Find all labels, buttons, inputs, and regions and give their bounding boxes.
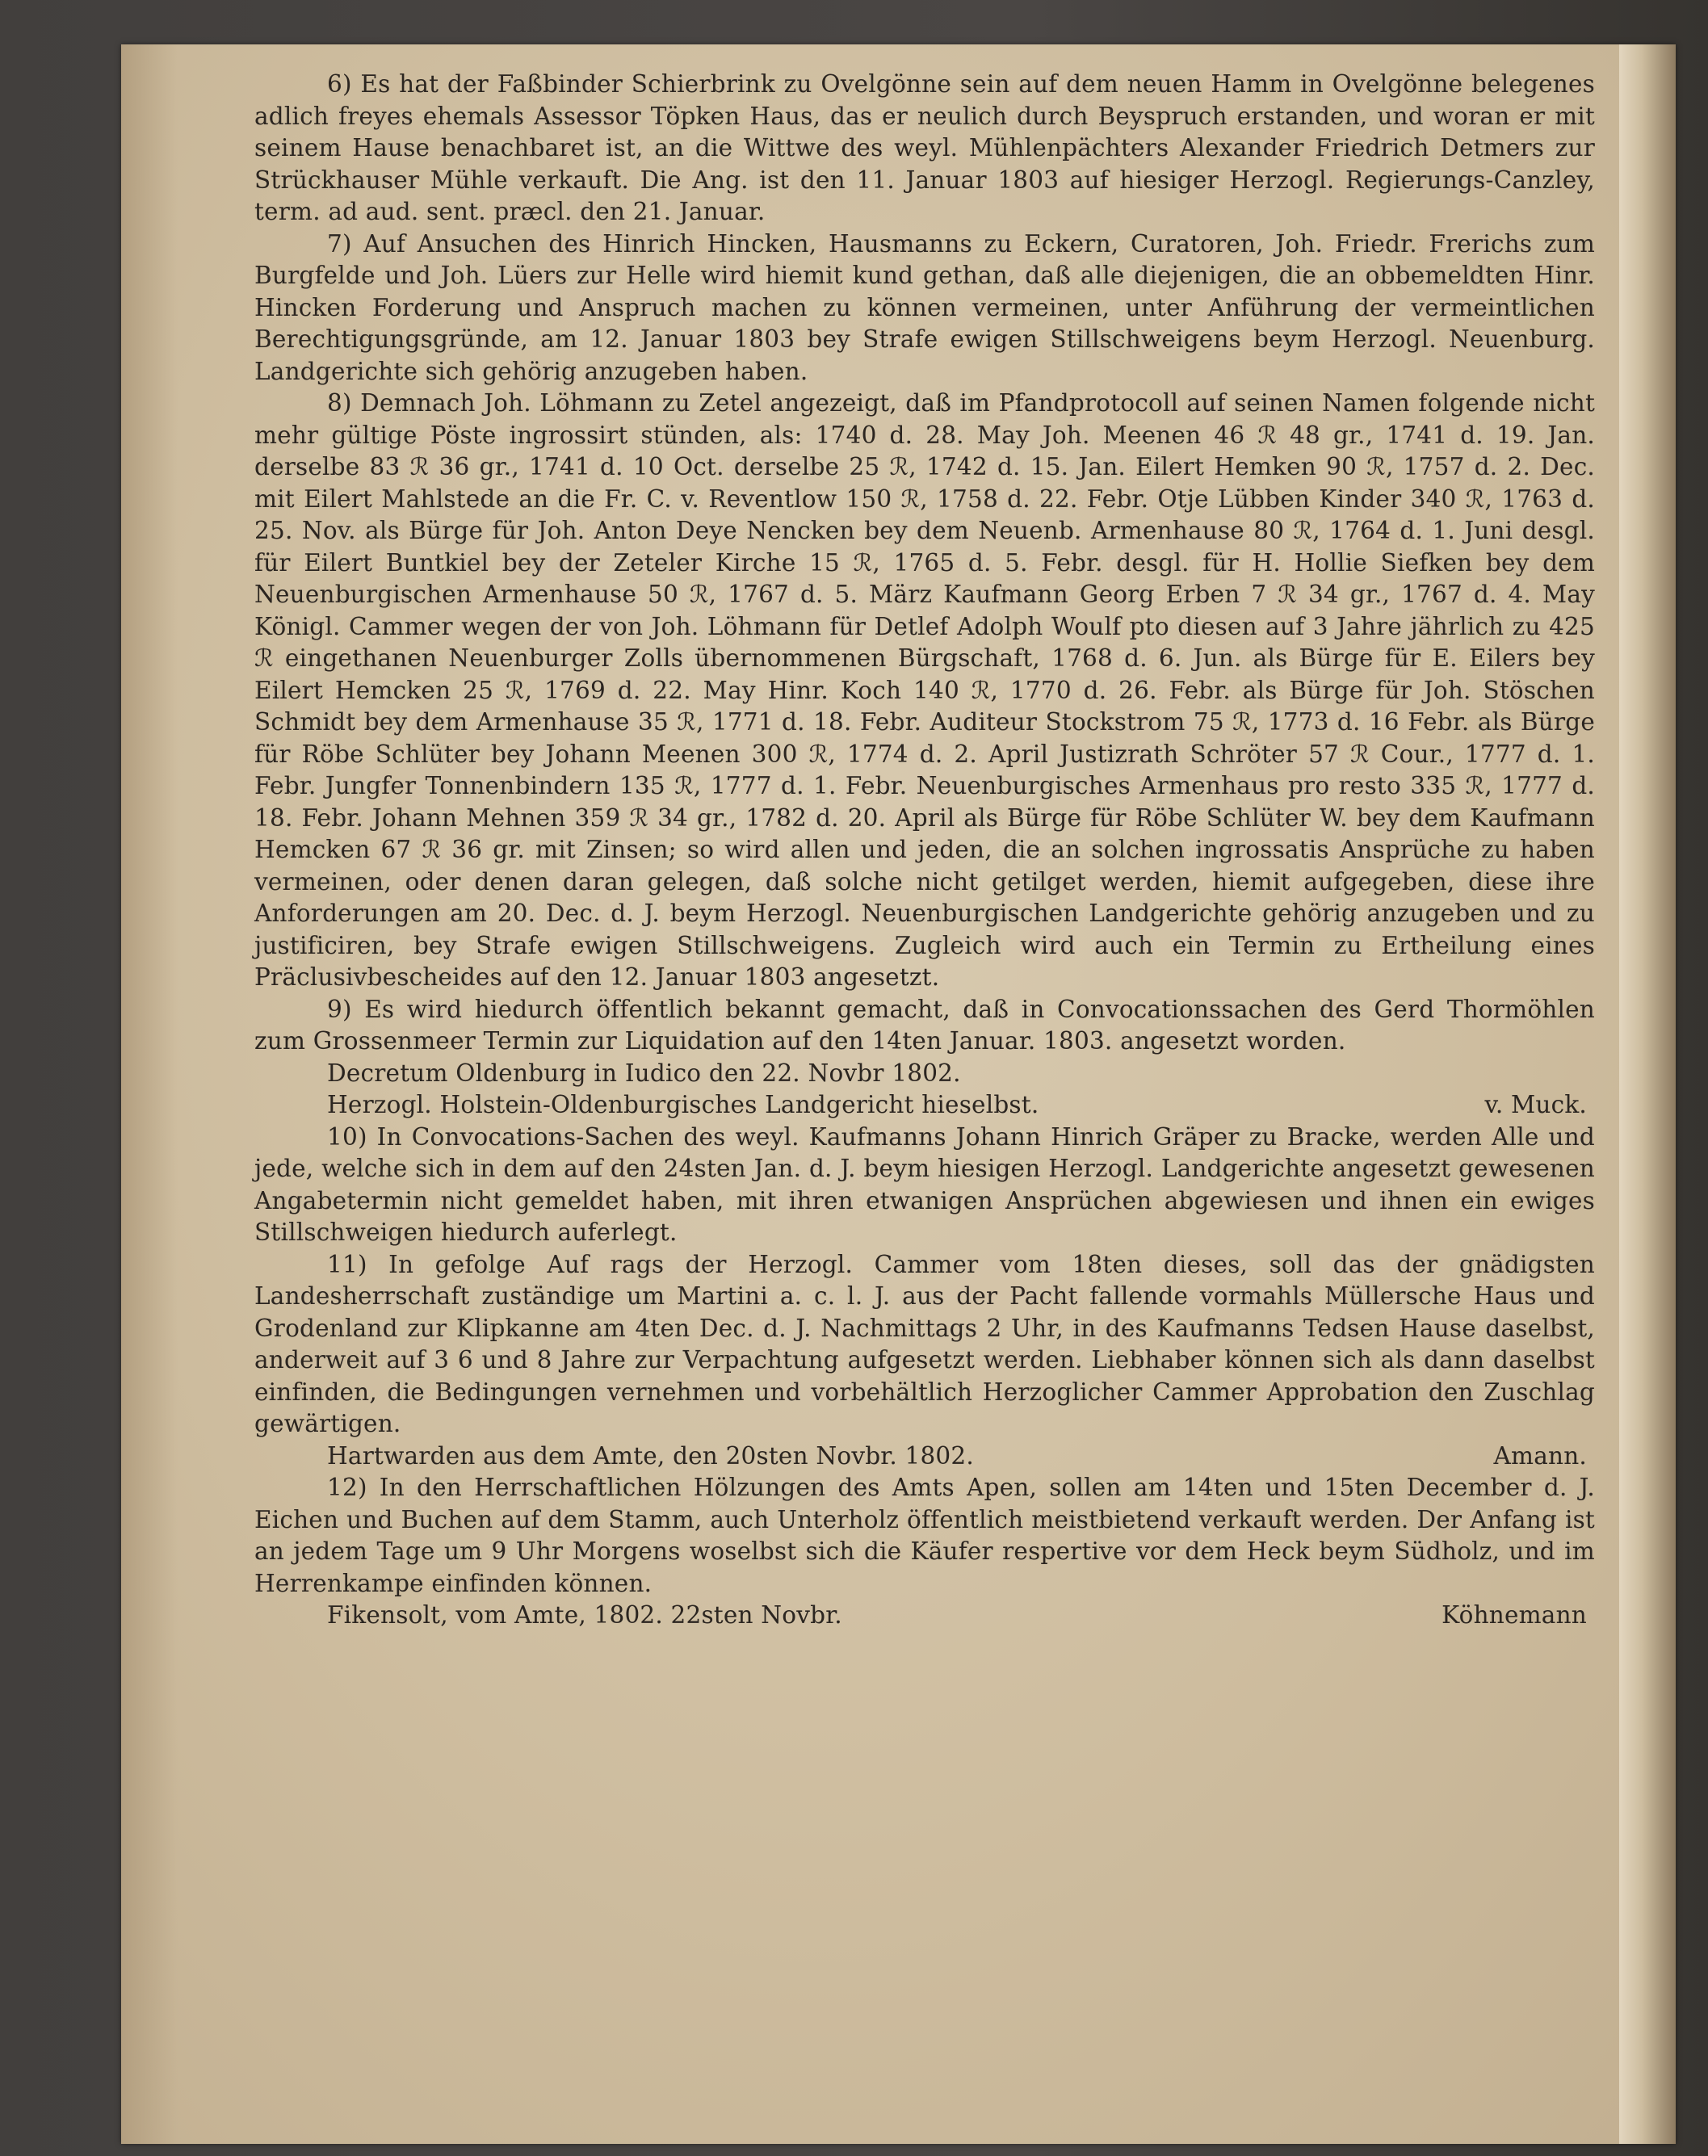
notice-11-signature <box>254 1441 1595 1473</box>
notice-10: 10) In Convocations-Sachen des weyl. Kaufmanns Johann Hinrich Gräper zu Bracke, werden Alle und jede, welche sich in dem auf den 24sten Jan. d. J. beym hiesigen Herzogl. Landgerichte angesetzt gewesenen Angabetermin nicht gemeldet haben, mit ihren etwanigen Ansprüchen abgewiesen und ihnen ein ewiges Stillschweigen hiedurch auferlegt. <box>254 1122 1595 1246</box>
page-edge <box>1619 44 1676 2144</box>
notice-12-place-date: Fikensolt, vom Amte, 1802. 22sten Novbr. <box>327 1601 842 1629</box>
notice-9: 9) Es wird hiedurch öffentlich bekannt gemacht, daß in Convocationssachen des Gerd Thormöhlen zum Grossenmeer Termin zur Liquidation auf den 14ten Januar. 1803. angesetzt worden. <box>254 995 1595 1055</box>
notice-11-place-date: Hartwarden aus dem Amte, den 20sten Novbr. 1802. <box>327 1441 974 1470</box>
notice-12-signature <box>254 1600 1595 1632</box>
notice-11: 11) In gefolge Auf rags der Herzogl. Cammer vom 18ten dieses, soll das der gnädigsten Landesherrschaft zuständige um Martini a. c. l. J. aus der Pacht fallende vormahls Müllersche Haus und Grodenland zur Klipkanne am 4ten Dec. d. J. Nachmittags 2 Uhr, in des Kaufmanns Tedsen Hause daselbst, anderweit auf 3 6 und 8 Jahre zur Verpachtung aufgesetzt werden. Liebhaber können sich als dann daselbst einfinden, die Bedingungen vernehmen und vorbehältlich Herzoglicher Cammer Approbation den Zuschlag gewärtigen. <box>254 1250 1595 1437</box>
notice-7: 7) Auf Ansuchen des Hinrich Hincken, Hausmanns zu Eckern, Curatoren, Joh. Friedr. Frerichs zum Burgfelde und Joh. Lüers zur Helle wird hiemit kund gethan, daß alle diejenigen, die an obbemeldten Hinr. Hincken Forderung und Anspruch machen zu können vermeinen, unter Anführung der vermeintlichen Berechtigungsgründe, am 12. Januar 1803 bey Strafe ewigen Stillschweigens beym Herzogl. Neuenburg. Landgerichte sich gehörig anzugeben haben. <box>254 229 1595 385</box>
notice-11-signer: Amann. <box>1493 1441 1587 1470</box>
notice-6: 6) Es hat der Faßbinder Schierbrink zu Ovelgönne sein auf dem neuen Hamm in Ovelgönne belegenes adlich freyes ehemals Assessor Töpken Haus, das er neulich durch Beyspruch erstanden, und woran er mit seinem Hause benachbaret ist, an die Wittwe des weyl. Mühlenpächters Alexander Friedrich Detmers zur Strückhauser Mühle verkauft. Die Ang. ist den 11. Januar 1803 auf hiesiger Herzogl. Regierungs-Canzley, term. ad aud. sent. præcl. den 21. Januar. <box>254 70 1595 225</box>
notice-9-decree: Decretum Oldenburg in Iudico den 22. Novbr 1802. <box>327 1059 961 1087</box>
newspaper-page <box>121 44 1676 2144</box>
notice-9-signature <box>254 1089 1595 1122</box>
notice-12: 12) In den Herrschaftlichen Hölzungen des Amts Apen, sollen am 14ten und 15ten December d. J. Eichen und Buchen auf dem Stamm, auch Unterholz öffentlich meistbietend verkauft werden. Der Anfang ist an jedem Tage um 9 Uhr Morgens woselbst sich die Käufer respertive vor dem Heck beym Südholz, und im Herrenkampe einfinden können. <box>254 1474 1595 1597</box>
notice-12-signer: Köhnemann <box>1442 1601 1587 1629</box>
page-text <box>254 69 1595 1632</box>
notice-9-issuer: Herzogl. Holstein-Oldenburgisches Landgericht hieselbst. <box>327 1091 1039 1118</box>
notice-8: 8) Demnach Joh. Löhmann zu Zetel angezeigt, daß im Pfandprotocoll auf seinen Namen folgende nicht mehr gültige Pöste ingrossirt stünden, als: 1740 d. 28. May Joh. Meenen 46 ℛ 48 gr., 1741 d. 19. Jan. derselbe 83 ℛ 36 gr., 1741 d. 10 Oct. derselbe 25 ℛ, 1742 d. 15. Jan. Eilert Hemken 90 ℛ, 1757 d. 2. Dec. mit Eilert Mahlstede an die Fr. C. v. Reventlow 150 ℛ, 1758 d. 22. Febr. Otje Lübben Kinder 340 ℛ, 1763 d. 25. Nov. als Bürge für Joh. Anton Deye Nencken bey dem Neuenb. Armenhause 80 ℛ, 1764 d. 1. Juni desgl. für Eilert Buntkiel bey der Zeteler Kirche 15 ℛ, 1765 d. 5. Febr. desgl. für H. Hollie Siefken bey dem Neuenburgischen Armenhause 50 ℛ, 1767 d. 5. März Kaufmann Georg Erben 7 ℛ 34 gr., 1767 d. 4. May Königl. Cammer wegen der von Joh. Löhmann für Detlef Adolph Woulf pto diesen auf 3 Jahre jährlich zu 425 ℛ eingethanen Neuenburger Zolls übernommenen Bürgschaft, 1768 d. 6. Jun. als Bürge für E. Eilers bey Eilert Hemcken 25 ℛ, 1769 d. 22. May Hinr. Koch 140 ℛ, 1770 d. 26. Febr. als Bürge für Joh. Stöschen Schmidt bey dem Armenhause 35 ℛ, 1771 d. 18. Febr. Auditeur Stockstrom 75 ℛ, 1773 d. 16 Febr. als Bürge für Röbe Schlüter bey Johann Meenen 300 ℛ, 1774 d. 2. April Justizrath Schröter 57 ℛ Cour., 1777 d. 1. Febr. Jungfer Tonnenbindern 135 ℛ, 1777 d. 1. Febr. Neuenburgisches Armenhaus pro resto 335 ℛ, 1777 d. 18. Febr. Johann Mehnen 359 ℛ 34 gr., 1782 d. 20. April als Bürge für Röbe Schlüter W. bey dem Kaufmann Hemcken 67 ℛ 36 gr. mit Zinsen; so wird allen und jeden, die an solchen ingrossatis Ansprüche zu haben vermeinen, oder denen daran gelegen, daß solche nicht getilget werden, hiemit aufgegeben, diese ihre Anforderungen am 20. Dec. d. J. beym Herzogl. Neuenburgischen Landgerichte gehörig anzugeben und zu justificiren, bey Strafe ewigen Stillschweigens. Zugleich wird auch ein Termin zu Ertheilung eines Präclusivbescheides auf den 12. Januar 1803 angesetzt. <box>254 389 1595 991</box>
notice-9-signer: v. Muck. <box>1484 1091 1587 1118</box>
